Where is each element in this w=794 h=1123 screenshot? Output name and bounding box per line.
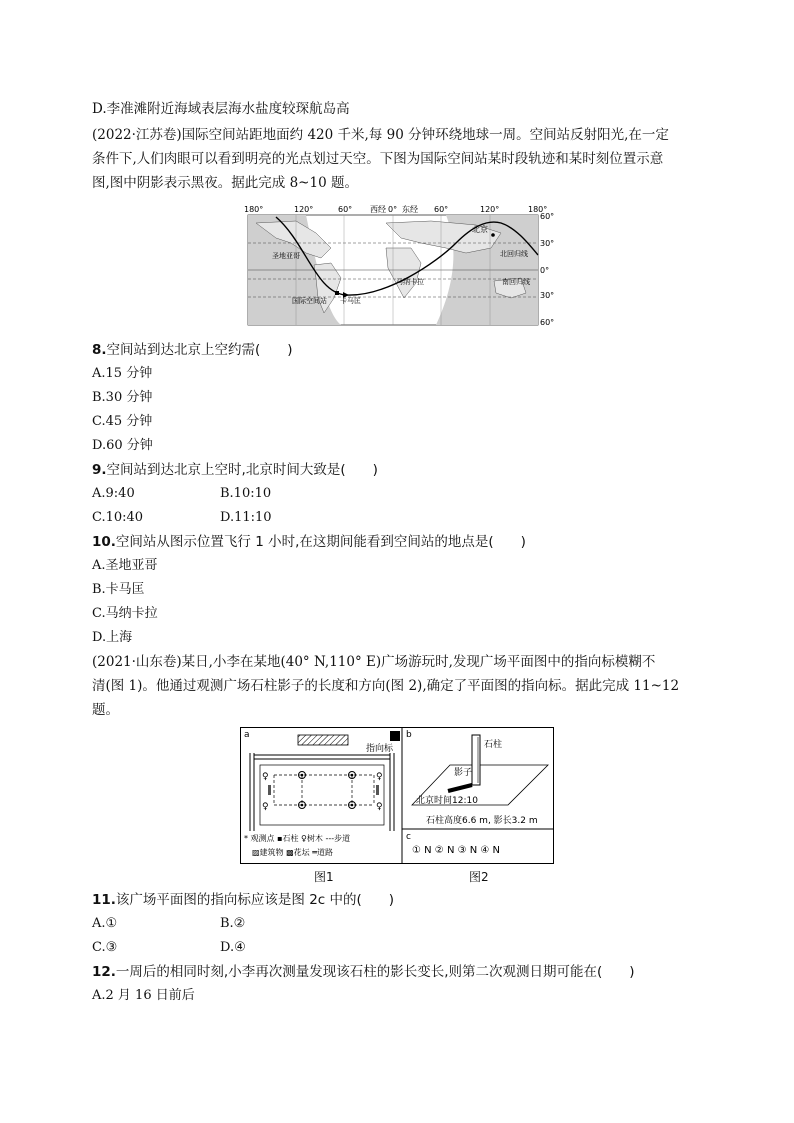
figure-2-caption: 图2 <box>469 870 489 884</box>
option: A.2 月 16 日前后 <box>92 988 195 1003</box>
pillar-label: 石柱 <box>484 740 503 750</box>
option: C.③ <box>92 940 118 955</box>
passage-line: (2021·山东卷)某日,小李在某地(40° N,110° E)广场游玩时,发现广场平面图中的指向标模糊不 <box>92 654 656 670</box>
passage-line: 图,图中阴影表示黑夜。据此完成 8~10 题。 <box>92 175 358 191</box>
option: D.60 分钟 <box>92 438 153 453</box>
passage-line: 题。 <box>92 702 119 718</box>
iss-orbit-map <box>236 203 560 327</box>
option: D.11:10 <box>220 510 272 525</box>
svg-text:① N ② N ③ N ④ N: ① N ② N ③ N ④ N <box>412 845 501 856</box>
passage-line: (2022·江苏卷)国际空间站距地面约 420 千米,每 90 分钟环绕地球一周。空间站反射阳光,在一定 <box>92 127 669 143</box>
passage-line: 清(图 1)。他通过观测广场石柱影子的长度和方向(图 2),确定了平面图的指向标。据此完成 11~12 <box>92 678 680 694</box>
legend-line-2: ▨建筑物 ▩花坛 ═道路 <box>252 848 334 857</box>
lon-label: 120° <box>480 205 500 214</box>
svg-text:♀: ♀ <box>376 802 383 812</box>
lat-label: 30° <box>540 239 555 248</box>
option: C.10:40 <box>92 510 144 525</box>
option: D.④ <box>220 940 246 955</box>
lat-label: 60° <box>540 318 555 327</box>
camaguey-label: 卡马匡 <box>340 297 361 305</box>
lon-label: 60° <box>434 205 449 214</box>
lon-label: 0° <box>388 205 398 214</box>
option: D.上海 <box>92 630 133 645</box>
svg-text:♀: ♀ <box>376 772 383 782</box>
legend-line-1: * 观测点 ▪石柱 ♀树木 ---步道 <box>244 834 351 843</box>
lon-label: 120° <box>294 205 314 214</box>
lat-label: 0° <box>540 266 550 275</box>
option-d-line: D.李准滩附近海域表层海水盐度较琛航岛高 <box>92 101 350 117</box>
question-8: 8.空间站到达北京上空约需( ) <box>92 342 293 358</box>
panel-b-label: b <box>406 730 412 740</box>
svg-text:♀: ♀ <box>262 802 269 812</box>
option: A.9:40 <box>92 486 135 501</box>
iss-label: 国际空间站 <box>292 297 327 305</box>
option: C.马纳卡拉 <box>92 606 158 621</box>
north-tropic-label: 北回归线 <box>500 250 528 258</box>
option: A.15 分钟 <box>92 366 153 381</box>
lon-label: 180° <box>528 205 548 214</box>
manaus-label: 马纳卡拉 <box>396 278 424 286</box>
pointer-label: 指向标 <box>366 744 394 754</box>
lat-label: 30° <box>540 291 555 300</box>
question-12: 12.一周后的相同时刻,小李再次测量发现该石柱的影长变长,则第二次观测日期可能在( ) <box>92 964 635 980</box>
beijing-label: 北京 <box>472 225 488 234</box>
option: A.圣地亚哥 <box>92 558 158 573</box>
option: B.卡马匡 <box>92 582 145 597</box>
square-plan-figure <box>240 727 554 865</box>
option: B.② <box>220 916 246 931</box>
question-11: 11.该广场平面图的指向标应该是图 2c 中的( ) <box>92 892 395 908</box>
shadow-label: 影子 <box>454 768 473 778</box>
south-tropic-label: 南回归线 <box>502 278 530 286</box>
svg-text:♀: ♀ <box>262 772 269 782</box>
santiago-label: 圣地亚哥 <box>272 252 300 260</box>
beijing-time-label: 北京时间12:10 <box>416 796 478 806</box>
option: B.10:10 <box>220 486 272 501</box>
measure-label: 石柱高度6.6 m, 影长3.2 m <box>426 816 538 826</box>
lon-label: 西经 <box>370 205 386 214</box>
panel-a-label: a <box>244 730 250 740</box>
question-10: 10.空间站从图示位置飞行 1 小时,在这期间能看到空间站的地点是( ) <box>92 534 526 550</box>
lat-label: 60° <box>540 212 555 221</box>
option: A.① <box>92 916 118 931</box>
passage-line: 条件下,人们肉眼可以看到明亮的光点划过天空。下图为国际空间站某时段轨迹和某时刻位置示意 <box>92 151 664 167</box>
question-9: 9.空间站到达北京上空时,北京时间大致是( ) <box>92 462 378 478</box>
figure-1-caption: 图1 <box>314 870 334 884</box>
lon-label: 东经 <box>402 205 418 214</box>
panel-c-label: c <box>406 832 411 842</box>
option: B.30 分钟 <box>92 390 153 405</box>
lon-label: 60° <box>338 205 353 214</box>
option: C.45 分钟 <box>92 414 153 429</box>
lon-label: 180° <box>244 205 264 214</box>
